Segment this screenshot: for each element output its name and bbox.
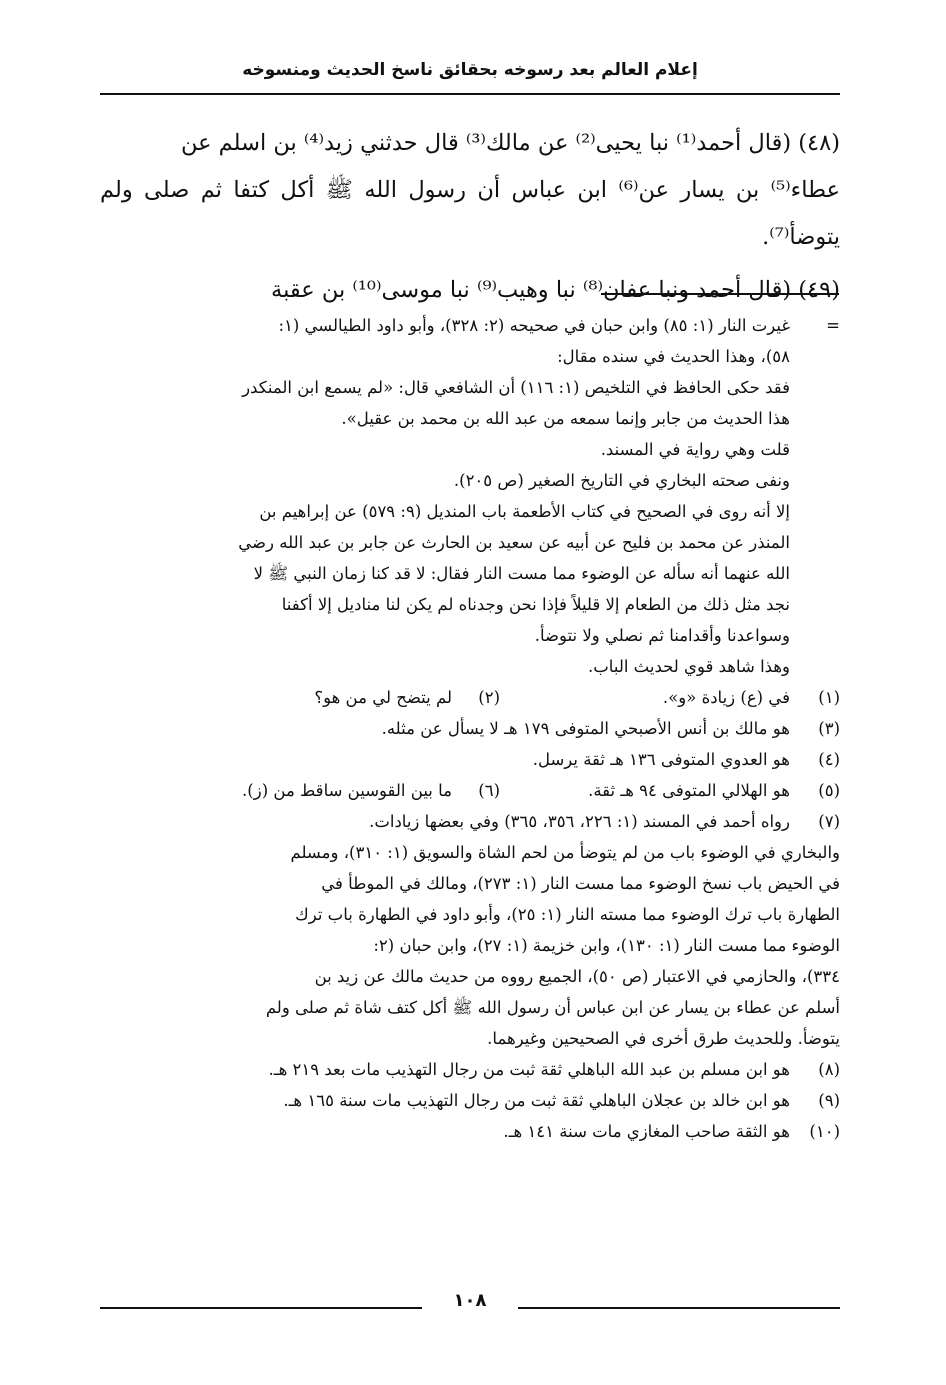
footnote-7-text: يتوضأ. وللحديث طرق أخرى في الصحيحين وغيرهما. [487, 1029, 840, 1048]
footnote-text: الله عنهما أنه سأله عن الوضوء مما مست النار فقال: لا قد كنا زمان النبي ﷺ لا [253, 564, 790, 583]
footnote-text: إلا أنه روى في الصحيح في كتاب الأطعمة باب المنديل (٩: ٥٧٩) عن إبراهيم بن [259, 502, 790, 521]
footnote-text: فقد حكى الحافظ في التلخيص (١: ١١٦) أن الشافعي قال: «لم يسمع ابن المنكدر [242, 378, 790, 397]
footnote-continuation-line [100, 496, 840, 527]
hadith-49-line-1: (٤٩) (قال أحمد ونبا عفان⁽⁸⁾ نبا وهيب⁽⁹⁾ نبا موسى⁽¹⁰⁾ بن عقبة [271, 277, 840, 303]
hadith-48-line-2: عطاء⁽⁵⁾ بن يسار عن⁽⁶⁾ ابن عباس أن رسول الله ﷺ أكل كتفا ثم صلى ولم يتوضأ⁽⁷⁾. [100, 177, 840, 250]
footnote-number: (٥) [818, 781, 840, 800]
page-footer [100, 1290, 840, 1320]
footnote-3-text: هو مالك بن أنس الأصبحي المتوفى ١٧٩ هـ لا يسأل عن مثله. [381, 719, 790, 738]
footnote-2-text: لم يتضح لي من هو؟ [314, 688, 453, 707]
footnote-7-text: رواه أحمد في المسند (١: ٢٢٦، ٣٥٦، ٣٦٥) وفي بعضها زيادات. [369, 812, 790, 831]
footnote-7-continued [100, 899, 840, 930]
footnote-number: (٦) [478, 781, 500, 800]
footnote-text: وهذا شاهد قوي لحديث الباب. [588, 657, 790, 676]
footnote-10-text: هو الثقة صاحب المغازي مات سنة ١٤١ هـ. [503, 1122, 790, 1141]
footnote-6-text: ما بين القوسين ساقط من (ز). [242, 781, 453, 800]
header-divider [100, 93, 840, 95]
footnote-7-text: والبخاري في الوضوء باب من لم يتوضأ من لحم الشاة والسويق (١: ٣١٠)، ومسلم [290, 843, 840, 862]
footnote-number: (٩) [818, 1091, 840, 1110]
continuation-mark: = [826, 316, 840, 335]
footnote-7-continued [100, 961, 840, 992]
footnote-7-text: الطهارة باب ترك الوضوء مما مسته النار (١: ٢٥)، وأبو داود في الطهارة باب ترك [295, 905, 840, 924]
footnote-text: المنذر عن محمد بن فليح عن أبيه عن سعيد بن الحارث عن جابر بن عبد الله رضي [238, 533, 790, 552]
footnote-9-text: هو ابن خالد بن عجلان الباهلي ثقة ثبت من رجال التهذيب مات سنة ١٦٥ هـ. [283, 1091, 790, 1110]
footnote-text: ٥٨)، وهذا الحديث في سنده مقال: [557, 347, 790, 366]
footnote-7-continued [100, 837, 840, 868]
footnote-number: (٢) [478, 688, 500, 707]
footnote-separator [601, 293, 839, 295]
footnote-number: (٨) [818, 1060, 840, 1079]
footnote-continuation-line [100, 651, 840, 682]
footnote-7 [100, 806, 840, 837]
footnotes [100, 310, 840, 1147]
footnote-number: (١٠) [809, 1122, 840, 1141]
footnote-7-text: الوضوء مما مست النار (١: ١٣٠)، وابن خزيمة (١: ٢٧)، وابن حبان (٢: [373, 936, 840, 955]
footnote-text: وسواعدنا وأقدامنا ثم نصلي ولا نتوضأ. [534, 626, 790, 645]
footnote-number: (٣) [818, 719, 840, 738]
footnote-text: ونفى صحته البخاري في التاريخ الصغير (ص ٢٠٥). [453, 471, 790, 490]
footnote-7-continued [100, 992, 840, 1023]
main-text [100, 120, 840, 314]
footnote-1-2 [100, 682, 840, 713]
footer-rule-left [100, 1307, 422, 1309]
footnote-7-text: أسلم عن عطاء بن يسار عن ابن عباس أن رسول الله ﷺ أكل كتف شاة ثم صلى ولم [265, 998, 840, 1017]
footnote-continuation-line [100, 434, 840, 465]
footer-rule-right [518, 1307, 840, 1309]
page-number: ١٠٨ [453, 1290, 487, 1311]
footnote-7-text: ٣٣٤)، والحازمي في الاعتبار (ص ٥٠)، الجميع رووه من حديث مالك عن زيد بن [314, 967, 840, 986]
footnote-continuation-line [100, 465, 840, 496]
footnote-7-continued [100, 930, 840, 961]
footnote-continuation-line [100, 341, 840, 372]
footnote-number: (٤) [818, 750, 840, 769]
footnote-4-text: هو العدوي المتوفى ١٣٦ هـ ثقة يرسل. [532, 750, 790, 769]
footnote-continuation-line [100, 620, 840, 651]
running-header: إعلام العالم بعد رسوخه بحقائق ناسخ الحديث ومنسوخه [242, 60, 698, 80]
footnote-8-text: هو ابن مسلم بن عبد الله الباهلي ثقة ثبت من رجال التهذيب مات بعد ٢١٩ هـ. [268, 1060, 790, 1079]
footnote-number: (٧) [818, 812, 840, 831]
footnote-continuation-line [100, 310, 840, 341]
footnote-3 [100, 713, 840, 744]
footnote-continuation-line [100, 589, 840, 620]
hadith-48-line-1: (٤٨) (قال أحمد⁽¹⁾ نبا يحيى⁽²⁾ عن مالك⁽³⁾ قال حدثني زيد⁽⁴⁾ بن اسلم عن [180, 130, 840, 156]
footnote-continuation-line [100, 372, 840, 403]
footnote-5-6 [100, 775, 840, 806]
footnote-7-continued [100, 1023, 840, 1054]
footnote-number: (١) [818, 688, 840, 707]
footnote-5-text: هو الهلالي المتوفى ٩٤ هـ ثقة. [588, 781, 790, 800]
footnote-text: غيرت النار (١: ٨٥) وابن حبان في صحيحه (٢: ٣٢٨)، وأبو داود الطيالسي (١: [278, 316, 790, 335]
footnote-7-text: في الحيض باب نسخ الوضوء مما مست النار (١: ٢٧٣)، ومالك في الموطأ في [321, 874, 840, 893]
footnote-7-continued [100, 868, 840, 899]
footnote-4 [100, 744, 840, 775]
footnote-continuation-line [100, 403, 840, 434]
footnote-text: نجد مثل ذلك من الطعام إلا قليلاً فإذا نحن وجدناه لم يكن لنا مناديل إلا أكفنا [281, 595, 790, 614]
footnote-1-text: في (ع) زيادة «و». [662, 688, 790, 707]
footnote-continuation-line [100, 527, 840, 558]
footnote-9 [100, 1085, 840, 1116]
footnote-text: هذا الحديث من جابر وإنما سمعه من عبد الله بن محمد بن عقيل». [341, 409, 790, 428]
footnote-continuation-line [100, 558, 840, 589]
footnote-10 [100, 1116, 840, 1147]
footnote-8 [100, 1054, 840, 1085]
footnote-text: قلت وهي رواية في المسند. [600, 440, 790, 459]
